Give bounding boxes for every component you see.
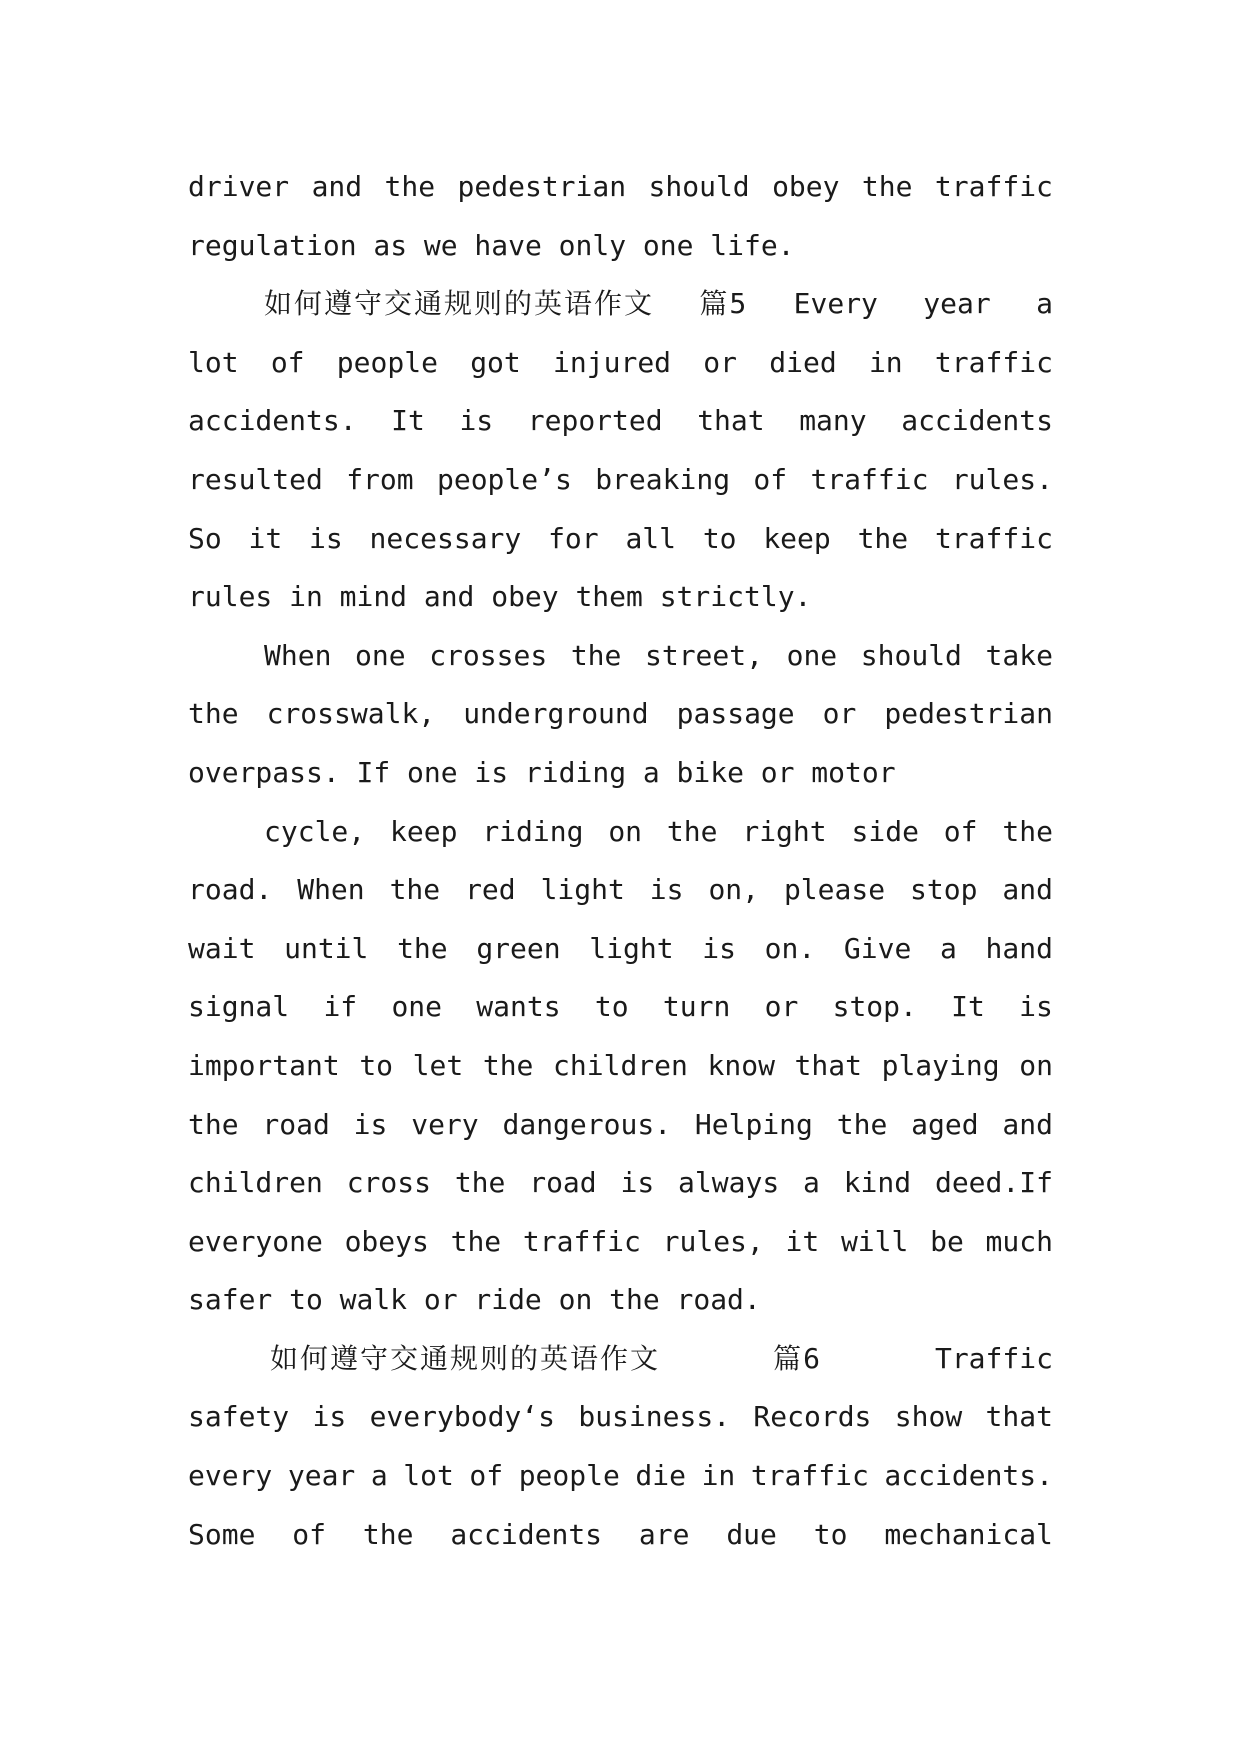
- word: we: [423, 228, 458, 262]
- word: traffic: [934, 521, 1053, 555]
- word: the: [666, 814, 718, 848]
- word: is: [1019, 990, 1053, 1024]
- word: as: [373, 228, 408, 262]
- word: 篇6: [773, 1341, 822, 1375]
- word: red: [465, 873, 516, 907]
- word: to: [594, 990, 629, 1024]
- text-line: [188, 158, 1053, 217]
- word: to: [289, 1283, 323, 1317]
- word: When: [297, 873, 365, 907]
- word: a: [940, 931, 957, 965]
- text-line: [188, 685, 1053, 744]
- word: that: [985, 1400, 1053, 1434]
- word: lot: [188, 345, 239, 379]
- word: mind: [339, 580, 408, 614]
- word: Give: [843, 931, 912, 965]
- word: the: [861, 170, 913, 203]
- word: traffic: [750, 1459, 869, 1493]
- word: necessary: [369, 521, 522, 555]
- word: one: [407, 755, 458, 789]
- word: them: [575, 580, 643, 614]
- word: overpass.: [188, 755, 340, 789]
- word: or: [703, 345, 738, 379]
- word: please: [783, 873, 886, 907]
- word: road.: [188, 873, 273, 907]
- word: only: [558, 228, 627, 262]
- text-line: [188, 510, 1053, 569]
- word: accidents.: [884, 1459, 1053, 1493]
- text-line: [188, 978, 1053, 1037]
- word: the: [1002, 814, 1053, 848]
- word: Helping: [694, 1107, 813, 1141]
- word: turn: [662, 990, 731, 1024]
- text-line: [188, 1213, 1053, 1272]
- word: it: [785, 1224, 820, 1258]
- word: a: [642, 755, 660, 789]
- word: 篇5: [699, 287, 749, 321]
- word: in: [289, 580, 323, 614]
- word: injured: [553, 345, 672, 379]
- word: walk: [339, 1283, 408, 1317]
- text-line: [188, 1271, 1053, 1330]
- word: a: [370, 1459, 388, 1493]
- section-heading-line: [188, 275, 1053, 334]
- word: important: [188, 1048, 340, 1082]
- word: the: [609, 1283, 660, 1317]
- word: a: [1036, 287, 1053, 321]
- word: for: [548, 521, 599, 555]
- word: or: [822, 697, 857, 731]
- text-line: [188, 920, 1053, 979]
- word: strictly.: [659, 580, 812, 614]
- word: know: [707, 1048, 775, 1082]
- text-line: [188, 392, 1053, 451]
- word: safety: [188, 1400, 290, 1434]
- document-page: [188, 158, 1053, 1564]
- word: year: [287, 1459, 356, 1493]
- word: on.: [764, 931, 816, 965]
- word: is: [474, 755, 509, 789]
- word: it: [248, 521, 283, 555]
- text-line: [188, 451, 1053, 510]
- word: breaking: [595, 462, 731, 496]
- word: the: [836, 1107, 888, 1141]
- word: obeys: [344, 1224, 429, 1258]
- word: rules: [188, 580, 273, 614]
- word: It: [391, 404, 425, 438]
- word: is: [702, 931, 736, 965]
- text-line: [188, 1037, 1053, 1096]
- word: die: [635, 1459, 686, 1493]
- word: of: [469, 1459, 504, 1493]
- text-line: [188, 744, 1053, 803]
- word: the: [450, 1224, 502, 1258]
- word: regulation: [188, 228, 357, 262]
- word: 如何遵守交通规则的英语作文: [264, 287, 655, 321]
- word: and: [1002, 1107, 1053, 1141]
- word: dangerous.: [502, 1107, 672, 1141]
- word: always: [678, 1166, 780, 1200]
- word: obey: [772, 170, 840, 203]
- word: very: [411, 1107, 479, 1141]
- word: let: [412, 1048, 464, 1082]
- text-line: [188, 1388, 1053, 1447]
- text-line: [188, 1154, 1053, 1213]
- word: the: [188, 697, 239, 731]
- word: reported: [527, 404, 663, 438]
- word: in: [868, 345, 903, 379]
- word: or: [764, 990, 799, 1024]
- word: riding: [482, 814, 584, 848]
- word: the: [384, 170, 436, 203]
- word: is: [459, 404, 494, 438]
- word: from: [346, 462, 414, 496]
- word: kind: [843, 1166, 912, 1200]
- word: people’s: [436, 462, 572, 496]
- word: due: [726, 1517, 777, 1551]
- word: accidents: [450, 1517, 603, 1551]
- text-line: [188, 1447, 1053, 1506]
- word: bike: [676, 755, 744, 789]
- word: if: [323, 990, 358, 1024]
- word: every: [188, 1459, 273, 1493]
- word: crosses: [429, 638, 548, 672]
- word: on: [1019, 1048, 1053, 1082]
- word: signal: [188, 990, 290, 1024]
- word: traffic: [934, 170, 1053, 203]
- word: and: [311, 170, 363, 203]
- word: lot: [403, 1459, 454, 1493]
- word: to: [813, 1517, 848, 1551]
- word: wait: [188, 931, 256, 965]
- word: stop: [910, 873, 978, 907]
- word: accidents: [901, 404, 1053, 438]
- word: side: [851, 814, 919, 848]
- word: If: [356, 755, 391, 789]
- word: Some: [188, 1517, 256, 1551]
- word: the: [857, 521, 909, 555]
- word: have: [474, 228, 542, 262]
- word: one: [642, 228, 694, 262]
- word: It: [951, 990, 985, 1024]
- word: Traffic: [934, 1341, 1053, 1375]
- word: children: [553, 1048, 688, 1082]
- word: driver: [188, 170, 290, 203]
- word: cross: [346, 1166, 431, 1200]
- text-line: [188, 568, 1053, 627]
- word: light: [540, 873, 625, 907]
- word: is: [353, 1107, 388, 1141]
- word: cycle,: [264, 814, 366, 848]
- text-line: [188, 1506, 1053, 1565]
- word: light: [589, 931, 674, 965]
- text-line: [188, 627, 1053, 686]
- word: people: [336, 345, 438, 379]
- word: one: [355, 638, 406, 672]
- section-heading-line: [188, 1330, 1053, 1389]
- text-line: [188, 1096, 1053, 1155]
- word: got: [470, 345, 521, 379]
- word: the: [482, 1048, 534, 1082]
- word: or: [423, 1283, 458, 1317]
- word: ride: [474, 1283, 542, 1317]
- word: year: [923, 287, 991, 321]
- word: to: [702, 521, 737, 555]
- word: of: [270, 345, 305, 379]
- word: keep: [390, 814, 458, 848]
- word: and: [423, 580, 475, 614]
- word: the: [389, 873, 441, 907]
- word: all: [625, 521, 677, 555]
- word: that: [697, 404, 765, 438]
- word: until: [284, 931, 369, 965]
- word: everyone: [188, 1224, 323, 1258]
- word: 如何遵守交通规则的英语作文: [270, 1341, 661, 1375]
- word: pedestrian: [457, 170, 627, 203]
- word: on: [608, 814, 643, 848]
- word: playing: [881, 1048, 1000, 1082]
- word: is: [312, 1400, 347, 1434]
- word: road: [262, 1107, 330, 1141]
- word: underground: [463, 697, 649, 731]
- word: on,: [708, 873, 760, 907]
- word: wants: [476, 990, 561, 1024]
- word: accidents.: [188, 404, 357, 438]
- word: on: [558, 1283, 593, 1317]
- text-line: [188, 803, 1053, 862]
- text-line: [188, 217, 1053, 276]
- word: children: [188, 1166, 323, 1200]
- word: be: [930, 1224, 964, 1258]
- word: green: [476, 931, 561, 965]
- word: show: [894, 1400, 963, 1434]
- word: one: [786, 638, 838, 672]
- word: or: [760, 755, 795, 789]
- word: life.: [710, 228, 795, 262]
- word: When: [264, 638, 332, 672]
- text-line: [188, 861, 1053, 920]
- word: rules.: [951, 462, 1053, 496]
- word: stop.: [832, 990, 917, 1024]
- word: rules,: [662, 1224, 764, 1258]
- word: riding: [524, 755, 627, 789]
- word: aged: [911, 1107, 979, 1141]
- word: everybody‘s: [369, 1400, 555, 1434]
- word: that: [794, 1048, 862, 1082]
- word: the: [570, 638, 622, 672]
- word: safer: [188, 1283, 273, 1317]
- word: should: [860, 638, 962, 672]
- word: road: [529, 1166, 597, 1200]
- word: traffic: [522, 1224, 641, 1258]
- word: Every: [793, 287, 878, 321]
- word: is: [309, 521, 343, 555]
- word: many: [799, 404, 867, 438]
- word: one: [391, 990, 443, 1024]
- word: the: [454, 1166, 506, 1200]
- word: much: [985, 1224, 1053, 1258]
- word: will: [840, 1224, 909, 1258]
- word: is: [620, 1166, 655, 1200]
- word: traffic: [934, 345, 1053, 379]
- word: business.: [578, 1400, 731, 1434]
- word: crosswalk,: [266, 697, 436, 731]
- word: mechanical: [884, 1517, 1053, 1551]
- word: street,: [644, 638, 763, 672]
- word: a: [803, 1166, 820, 1200]
- word: died: [769, 345, 837, 379]
- word: of: [292, 1517, 327, 1551]
- word: and: [1002, 873, 1053, 907]
- word: people: [518, 1459, 620, 1493]
- word: So: [188, 521, 222, 555]
- word: to: [359, 1048, 394, 1082]
- word: of: [753, 462, 788, 496]
- word: the: [362, 1517, 414, 1551]
- word: obey: [491, 580, 559, 614]
- word: keep: [763, 521, 831, 555]
- word: is: [649, 873, 684, 907]
- word: deed.If: [934, 1166, 1053, 1200]
- word: are: [638, 1517, 690, 1551]
- word: in: [701, 1459, 736, 1493]
- word: pedestrian: [884, 697, 1053, 731]
- word: the: [188, 1107, 239, 1141]
- word: should: [648, 170, 750, 203]
- word: Records: [753, 1400, 872, 1434]
- text-line: [188, 334, 1053, 393]
- word: passage: [676, 697, 795, 731]
- word: resulted: [188, 462, 323, 496]
- word: traffic: [810, 462, 929, 496]
- word: the: [397, 931, 448, 965]
- word: of: [943, 814, 978, 848]
- word: hand: [985, 931, 1053, 965]
- word: take: [985, 638, 1053, 672]
- word: right: [742, 814, 827, 848]
- word: motor: [811, 755, 896, 789]
- word: road.: [676, 1283, 761, 1317]
